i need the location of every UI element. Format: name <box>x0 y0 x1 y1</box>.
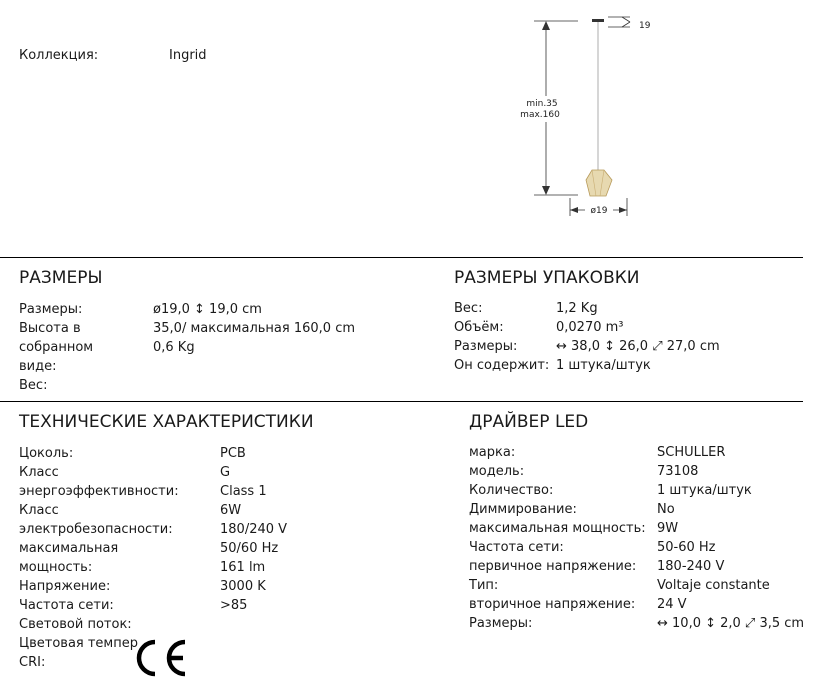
driver-label: марка: <box>469 445 516 460</box>
section-divider <box>0 257 803 258</box>
packaging-heading: РАЗМЕРЫ УПАКОВКИ <box>454 268 640 288</box>
dimensions-value: ø19,0 ↕ 19,0 cm <box>153 302 262 317</box>
height-arrow-bottom <box>542 186 550 195</box>
top-dimension-label: 19 <box>639 21 651 31</box>
diameter-label: ø19 <box>590 206 608 216</box>
technical-value: >85 <box>220 598 248 613</box>
driver-label: Частота сети: <box>469 540 564 555</box>
packaging-label: Он содержит: <box>454 358 550 373</box>
technical-label: максимальная мощность: <box>19 541 119 575</box>
lamp-shade <box>586 170 612 196</box>
technical-label: Частота сети: <box>19 598 114 613</box>
technical-label: Напряжение: <box>19 579 111 594</box>
dimensions-label: Вес: <box>19 378 48 393</box>
height-arrow-top <box>542 21 550 30</box>
ce-mark-icon <box>133 636 189 680</box>
lamp-dimension-drawing <box>500 10 670 225</box>
technical-label: Световой поток: <box>19 617 132 632</box>
technical-value: 6W <box>220 503 242 518</box>
driver-value: No <box>657 502 675 517</box>
ceiling-canopy <box>592 19 604 22</box>
driver-value: 1 штука/штук <box>657 483 752 498</box>
technical-values <box>220 444 287 615</box>
dimensions-label: Размеры: <box>19 302 83 317</box>
dimensions-value: 0,6 Kg <box>153 340 195 355</box>
driver-value: SCHULLER <box>657 445 726 460</box>
driver-label: вторичное напряжение: <box>469 597 636 612</box>
technical-label: CRI: <box>19 655 46 670</box>
technical-value: 180/240 V <box>220 522 288 537</box>
technical-heading: ТЕХНИЧЕСКИЕ ХАРАКТЕРИСТИКИ <box>19 412 314 432</box>
driver-label: Размеры: <box>469 616 533 631</box>
driver-labels <box>469 443 646 633</box>
packaging-label: Размеры: <box>454 339 518 354</box>
driver-label: максимальная мощность: <box>469 521 646 536</box>
dimensions-labels <box>19 300 127 395</box>
packaging-label: Объём: <box>454 320 504 335</box>
driver-values <box>657 443 804 633</box>
driver-label: Диммирование: <box>469 502 577 517</box>
driver-heading: ДРАЙВЕР LED <box>469 412 589 432</box>
driver-label: Тип: <box>469 578 499 593</box>
section-divider <box>0 401 803 402</box>
technical-value: G <box>220 465 231 480</box>
technical-label: Класс энергоэффективности: <box>19 465 179 499</box>
collection-label: Коллекция: <box>19 48 99 63</box>
height-min-label: min.35 <box>526 99 558 109</box>
height-max-label: max.160 <box>520 110 560 120</box>
driver-value: Voltaje constante <box>657 578 770 593</box>
driver-value: ↔ 10,0 ↕ 2,0 ⤢ 3,5 cm <box>657 616 805 631</box>
dimensions-value: 35,0/ максимальная 160,0 cm <box>153 321 356 336</box>
driver-label: первичное напряжение: <box>469 559 637 574</box>
driver-value: 180-240 V <box>657 559 725 574</box>
technical-value: 161 lm <box>220 560 266 575</box>
technical-value: Class 1 <box>220 484 267 499</box>
driver-value: 24 V <box>657 597 687 612</box>
packaging-labels <box>454 299 549 375</box>
dimensions-label: Высота в собранном виде: <box>19 321 94 374</box>
technical-value: 3000 K <box>220 579 266 594</box>
packaging-value: ↔ 38,0 ↕ 26,0 ⤢ 27,0 cm <box>556 339 720 354</box>
packaging-label: Вес: <box>454 301 483 316</box>
collection-value: Ingrid <box>169 48 207 63</box>
driver-value: 9W <box>657 521 679 536</box>
technical-value: PCB <box>220 446 246 461</box>
packaging-values <box>556 299 720 375</box>
dimensions-heading: РАЗМЕРЫ <box>19 268 103 288</box>
technical-value: 50/60 Hz <box>220 541 279 556</box>
driver-value: 73108 <box>657 464 699 479</box>
packaging-value: 0,0270 m³ <box>556 320 624 335</box>
dimensions-values <box>153 300 355 357</box>
driver-label: Количество: <box>469 483 554 498</box>
packaging-value: 1 штука/штук <box>556 358 651 373</box>
driver-label: модель: <box>469 464 525 479</box>
driver-value: 50-60 Hz <box>657 540 716 555</box>
technical-label: Цветовая темпер <box>19 636 138 651</box>
technical-label: Цоколь: <box>19 446 74 461</box>
packaging-value: 1,2 Kg <box>556 301 598 316</box>
technical-label: Класс электробезопасности: <box>19 503 173 537</box>
